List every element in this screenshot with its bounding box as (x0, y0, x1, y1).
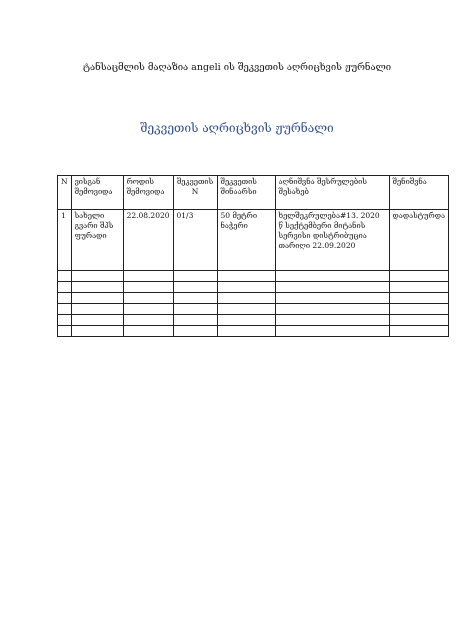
empty-rows (58, 271, 449, 337)
empty-cell (217, 271, 275, 282)
cell-number: 1 (58, 210, 72, 271)
column-header-number: N (58, 176, 72, 210)
document-title: შეკვეთის აღრიცხვის ჟურნალი (140, 121, 334, 135)
empty-cell (275, 326, 389, 337)
empty-cell (173, 304, 217, 315)
empty-table-row (58, 326, 449, 337)
empty-cell (123, 282, 173, 293)
column-header-execution-note: აღნიშვნა შესრულების შესახებ (275, 176, 389, 210)
empty-cell (389, 282, 449, 293)
empty-table-row (58, 293, 449, 304)
column-header-content: შეკვეთის შინაარსი (217, 176, 275, 210)
empty-cell (123, 293, 173, 304)
empty-cell (58, 315, 72, 326)
empty-cell (71, 271, 123, 282)
empty-cell (389, 315, 449, 326)
empty-cell (217, 282, 275, 293)
cell-content: 50 მეტრი ნაჭერი (217, 210, 275, 271)
cell-execution-note: ხელშეკრულება#13. 2020 წ სექტემბერი მიტანის სერვისი დისტრიბუცია თარიღი 22.09.2020 (275, 210, 389, 271)
table-header-row (58, 176, 449, 210)
empty-cell (58, 326, 72, 337)
empty-cell (71, 304, 123, 315)
empty-cell (123, 326, 173, 337)
empty-cell (217, 315, 275, 326)
empty-cell (173, 271, 217, 282)
empty-cell (275, 315, 389, 326)
document-header: ტანსაცმლის მაღაზია angeli ის შეკვეთის აღრიცხვის ჟურნალი (82, 62, 392, 73)
empty-cell (173, 315, 217, 326)
cell-from: სახელი გვარი შპს ფურადი (71, 210, 123, 271)
empty-cell (389, 326, 449, 337)
empty-cell (217, 326, 275, 337)
empty-cell (389, 271, 449, 282)
empty-cell (173, 282, 217, 293)
empty-cell (58, 293, 72, 304)
empty-cell (173, 326, 217, 337)
order-journal-table (57, 175, 449, 337)
empty-table-row (58, 282, 449, 293)
empty-cell (173, 293, 217, 304)
empty-cell (58, 304, 72, 315)
empty-cell (275, 282, 389, 293)
column-header-date: როდის შემოვიდა (123, 176, 173, 210)
empty-cell (71, 293, 123, 304)
empty-cell (71, 326, 123, 337)
empty-cell (71, 282, 123, 293)
empty-table-row (58, 304, 449, 315)
column-header-remark: შენიშვნა (389, 176, 449, 210)
empty-cell (123, 271, 173, 282)
cell-order-number: 01/3 (173, 210, 217, 271)
empty-cell (123, 315, 173, 326)
empty-cell (275, 293, 389, 304)
column-header-from: ვისგან შემოვიდა (71, 176, 123, 210)
empty-cell (58, 282, 72, 293)
empty-cell (217, 293, 275, 304)
empty-table-row (58, 271, 449, 282)
empty-table-row (58, 315, 449, 326)
empty-cell (71, 315, 123, 326)
empty-cell (275, 271, 389, 282)
empty-cell (389, 304, 449, 315)
column-header-order-number: შეკვეთის N (173, 176, 217, 210)
empty-cell (389, 293, 449, 304)
empty-cell (58, 271, 72, 282)
cell-date: 22.08.2020 (123, 210, 173, 271)
cell-remark: დადასტურდა (389, 210, 449, 271)
empty-cell (275, 304, 389, 315)
empty-cell (217, 304, 275, 315)
empty-cell (123, 304, 173, 315)
table-row (58, 210, 449, 271)
